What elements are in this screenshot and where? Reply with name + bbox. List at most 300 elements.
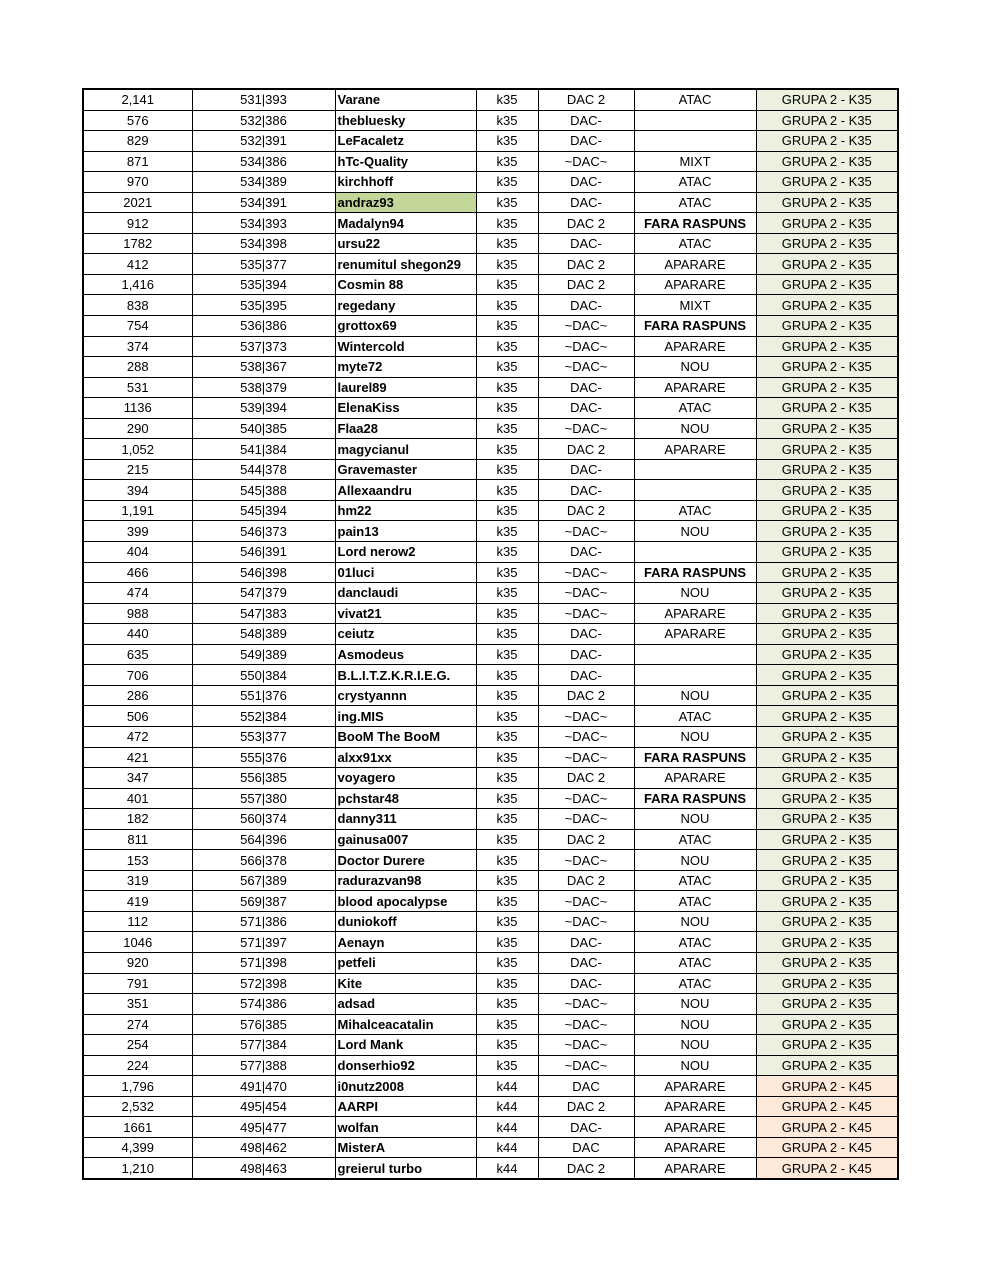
table-row (83, 377, 898, 398)
points-cell: 1,210 (83, 1158, 192, 1179)
status-cell: FARA RASPUNS (634, 788, 756, 809)
group-cell: GRUPA 2 - K35 (756, 459, 898, 480)
player-table (82, 88, 899, 1180)
dac-cell: DAC 2 (538, 274, 634, 295)
table-row (83, 768, 898, 789)
table-row (83, 336, 898, 357)
world-cell: k35 (476, 418, 538, 439)
status-cell: NOU (634, 1055, 756, 1076)
status-cell: APARARE (634, 1076, 756, 1097)
table-row (83, 274, 898, 295)
table-body (83, 89, 898, 1179)
status-cell: NOU (634, 685, 756, 706)
points-cell: 1,796 (83, 1076, 192, 1097)
status-cell: NOU (634, 850, 756, 871)
coords-cell: 544|378 (192, 459, 335, 480)
dac-cell: DAC- (538, 624, 634, 645)
points-cell: 1,052 (83, 439, 192, 460)
table-row (83, 480, 898, 501)
group-cell: GRUPA 2 - K35 (756, 131, 898, 152)
table-row (83, 110, 898, 131)
coords-cell: 541|384 (192, 439, 335, 460)
player-name-cell: Doctor Durere (335, 850, 476, 871)
group-cell: GRUPA 2 - K35 (756, 192, 898, 213)
player-name-cell: Lord Mank (335, 1035, 476, 1056)
points-cell: 2021 (83, 192, 192, 213)
world-cell: k35 (476, 665, 538, 686)
group-cell: GRUPA 2 - K35 (756, 233, 898, 254)
group-cell: GRUPA 2 - K35 (756, 110, 898, 131)
points-cell: 351 (83, 994, 192, 1015)
coords-cell: 577|388 (192, 1055, 335, 1076)
group-cell: GRUPA 2 - K35 (756, 439, 898, 460)
points-cell: 2,532 (83, 1096, 192, 1117)
status-cell: ATAC (634, 233, 756, 254)
points-cell: 988 (83, 603, 192, 624)
points-cell: 706 (83, 665, 192, 686)
dac-cell: DAC- (538, 172, 634, 193)
group-cell: GRUPA 2 - K35 (756, 870, 898, 891)
status-cell: APARARE (634, 254, 756, 275)
coords-cell: 553|377 (192, 726, 335, 747)
dac-cell: ~DAC~ (538, 788, 634, 809)
points-cell: 412 (83, 254, 192, 275)
coords-cell: 546|373 (192, 521, 335, 542)
status-cell: NOU (634, 726, 756, 747)
points-cell: 274 (83, 1014, 192, 1035)
status-cell: ATAC (634, 891, 756, 912)
status-cell: APARARE (634, 274, 756, 295)
status-cell: MIXT (634, 151, 756, 172)
coords-cell: 534|389 (192, 172, 335, 193)
world-cell: k35 (476, 1014, 538, 1035)
points-cell: 182 (83, 809, 192, 830)
group-cell: GRUPA 2 - K35 (756, 295, 898, 316)
player-name-cell: gainusa007 (335, 829, 476, 850)
player-name-cell: myte72 (335, 357, 476, 378)
coords-cell: 576|385 (192, 1014, 335, 1035)
player-name-cell: grottox69 (335, 316, 476, 337)
status-cell: NOU (634, 1014, 756, 1035)
points-cell: 4,399 (83, 1137, 192, 1158)
world-cell: k35 (476, 726, 538, 747)
table-row (83, 911, 898, 932)
dac-cell: DAC 2 (538, 213, 634, 234)
table-row (83, 418, 898, 439)
player-name-cell: crystyannn (335, 685, 476, 706)
dac-cell: ~DAC~ (538, 521, 634, 542)
status-cell: APARARE (634, 1158, 756, 1179)
player-name-cell: pchstar48 (335, 788, 476, 809)
coords-cell: 546|398 (192, 562, 335, 583)
player-name-cell: hTc-Quality (335, 151, 476, 172)
table-row (83, 1055, 898, 1076)
status-cell: ATAC (634, 952, 756, 973)
coords-cell: 535|377 (192, 254, 335, 275)
points-cell: 401 (83, 788, 192, 809)
status-cell (634, 665, 756, 686)
player-name-cell: duniokoff (335, 911, 476, 932)
status-cell: ATAC (634, 192, 756, 213)
coords-cell: 557|380 (192, 788, 335, 809)
world-cell: k35 (476, 480, 538, 501)
player-name-cell: Lord nerow2 (335, 542, 476, 563)
dac-cell: ~DAC~ (538, 316, 634, 337)
coords-cell: 495|477 (192, 1117, 335, 1138)
world-cell: k44 (476, 1158, 538, 1179)
coords-cell: 538|367 (192, 357, 335, 378)
table-row (83, 1014, 898, 1035)
status-cell: ATAC (634, 706, 756, 727)
dac-cell: ~DAC~ (538, 151, 634, 172)
coords-cell: 566|378 (192, 850, 335, 871)
coords-cell: 538|379 (192, 377, 335, 398)
status-cell: APARARE (634, 603, 756, 624)
table-row (83, 726, 898, 747)
player-name-cell: Kite (335, 973, 476, 994)
dac-cell: DAC- (538, 295, 634, 316)
player-name-cell: danclaudi (335, 583, 476, 604)
player-name-cell: blood apocalypse (335, 891, 476, 912)
points-cell: 440 (83, 624, 192, 645)
group-cell: GRUPA 2 - K35 (756, 151, 898, 172)
world-cell: k35 (476, 768, 538, 789)
group-cell: GRUPA 2 - K35 (756, 542, 898, 563)
group-cell: GRUPA 2 - K35 (756, 418, 898, 439)
table-row (83, 213, 898, 234)
player-name-cell: ElenaKiss (335, 398, 476, 419)
dac-cell: ~DAC~ (538, 747, 634, 768)
player-name-cell: MisterA (335, 1137, 476, 1158)
status-cell: NOU (634, 994, 756, 1015)
points-cell: 254 (83, 1035, 192, 1056)
table-row (83, 624, 898, 645)
status-cell (634, 459, 756, 480)
points-cell: 576 (83, 110, 192, 131)
dac-cell: DAC 2 (538, 89, 634, 110)
points-cell: 319 (83, 870, 192, 891)
group-cell: GRUPA 2 - K35 (756, 994, 898, 1015)
group-cell: GRUPA 2 - K35 (756, 357, 898, 378)
world-cell: k35 (476, 336, 538, 357)
player-name-cell: AARPI (335, 1096, 476, 1117)
table-row (83, 809, 898, 830)
table-row (83, 850, 898, 871)
points-cell: 506 (83, 706, 192, 727)
table-row (83, 562, 898, 583)
points-cell: 2,141 (83, 89, 192, 110)
group-cell: GRUPA 2 - K35 (756, 254, 898, 275)
table-row (83, 952, 898, 973)
world-cell: k35 (476, 624, 538, 645)
coords-cell: 534|393 (192, 213, 335, 234)
points-cell: 1046 (83, 932, 192, 953)
points-cell: 912 (83, 213, 192, 234)
table-row (83, 295, 898, 316)
status-cell: ATAC (634, 172, 756, 193)
world-cell: k35 (476, 1035, 538, 1056)
player-name-cell: LeFacaletz (335, 131, 476, 152)
dac-cell: DAC (538, 1076, 634, 1097)
table-row (83, 233, 898, 254)
dac-cell: ~DAC~ (538, 911, 634, 932)
group-cell: GRUPA 2 - K35 (756, 788, 898, 809)
world-cell: k35 (476, 829, 538, 850)
world-cell: k35 (476, 747, 538, 768)
dac-cell: DAC 2 (538, 254, 634, 275)
player-name-cell: Wintercold (335, 336, 476, 357)
coords-cell: 540|385 (192, 418, 335, 439)
status-cell: MIXT (634, 295, 756, 316)
player-name-cell: petfeli (335, 952, 476, 973)
dac-cell: ~DAC~ (538, 603, 634, 624)
group-cell: GRUPA 2 - K35 (756, 521, 898, 542)
table-row (83, 994, 898, 1015)
world-cell: k35 (476, 131, 538, 152)
table-row (83, 357, 898, 378)
dac-cell: DAC- (538, 1117, 634, 1138)
table-row (83, 1158, 898, 1179)
group-cell: GRUPA 2 - K35 (756, 316, 898, 337)
status-cell (634, 480, 756, 501)
player-name-cell: thebluesky (335, 110, 476, 131)
dac-cell: DAC- (538, 192, 634, 213)
dac-cell: DAC 2 (538, 870, 634, 891)
points-cell: 286 (83, 685, 192, 706)
dac-cell: DAC- (538, 952, 634, 973)
coords-cell: 547|383 (192, 603, 335, 624)
status-cell: FARA RASPUNS (634, 747, 756, 768)
points-cell: 399 (83, 521, 192, 542)
table-row (83, 316, 898, 337)
table-row (83, 254, 898, 275)
group-cell: GRUPA 2 - K35 (756, 644, 898, 665)
world-cell: k35 (476, 459, 538, 480)
player-name-cell: Mihalceacatalin (335, 1014, 476, 1035)
world-cell: k35 (476, 706, 538, 727)
dac-cell: DAC 2 (538, 439, 634, 460)
player-name-cell: regedany (335, 295, 476, 316)
world-cell: k35 (476, 439, 538, 460)
group-cell: GRUPA 2 - K45 (756, 1117, 898, 1138)
group-cell: GRUPA 2 - K35 (756, 1014, 898, 1035)
points-cell: 1782 (83, 233, 192, 254)
dac-cell: DAC- (538, 398, 634, 419)
group-cell: GRUPA 2 - K35 (756, 973, 898, 994)
player-name-cell: magycianul (335, 439, 476, 460)
world-cell: k35 (476, 521, 538, 542)
group-cell: GRUPA 2 - K45 (756, 1137, 898, 1158)
points-cell: 754 (83, 316, 192, 337)
player-name-cell: Varane (335, 89, 476, 110)
world-cell: k35 (476, 994, 538, 1015)
world-cell: k35 (476, 500, 538, 521)
coords-cell: 571|386 (192, 911, 335, 932)
group-cell: GRUPA 2 - K35 (756, 829, 898, 850)
player-name-cell: Asmodeus (335, 644, 476, 665)
status-cell: FARA RASPUNS (634, 213, 756, 234)
coords-cell: 550|384 (192, 665, 335, 686)
player-name-cell: ursu22 (335, 233, 476, 254)
coords-cell: 495|454 (192, 1096, 335, 1117)
table-row (83, 439, 898, 460)
dac-cell: ~DAC~ (538, 1014, 634, 1035)
world-cell: k35 (476, 542, 538, 563)
points-cell: 419 (83, 891, 192, 912)
world-cell: k44 (476, 1117, 538, 1138)
player-name-cell: Flaa28 (335, 418, 476, 439)
dac-cell: DAC (538, 1137, 634, 1158)
status-cell: ATAC (634, 500, 756, 521)
group-cell: GRUPA 2 - K35 (756, 1055, 898, 1076)
world-cell: k44 (476, 1137, 538, 1158)
status-cell: NOU (634, 1035, 756, 1056)
coords-cell: 556|385 (192, 768, 335, 789)
player-name-cell: Allexaandru (335, 480, 476, 501)
status-cell: APARARE (634, 768, 756, 789)
coords-cell: 535|394 (192, 274, 335, 295)
points-cell: 1,191 (83, 500, 192, 521)
points-cell: 472 (83, 726, 192, 747)
world-cell: k35 (476, 357, 538, 378)
table-row (83, 747, 898, 768)
points-cell: 421 (83, 747, 192, 768)
group-cell: GRUPA 2 - K35 (756, 911, 898, 932)
group-cell: GRUPA 2 - K35 (756, 665, 898, 686)
world-cell: k44 (476, 1096, 538, 1117)
points-cell: 404 (83, 542, 192, 563)
coords-cell: 571|398 (192, 952, 335, 973)
coords-cell: 536|386 (192, 316, 335, 337)
player-name-cell: pain13 (335, 521, 476, 542)
status-cell: APARARE (634, 439, 756, 460)
table-row (83, 500, 898, 521)
status-cell: APARARE (634, 336, 756, 357)
coords-cell: 569|387 (192, 891, 335, 912)
coords-cell: 546|391 (192, 542, 335, 563)
table-row (83, 151, 898, 172)
group-cell: GRUPA 2 - K35 (756, 603, 898, 624)
table-row (83, 973, 898, 994)
group-cell: GRUPA 2 - K35 (756, 583, 898, 604)
world-cell: k35 (476, 1055, 538, 1076)
player-name-cell: voyagero (335, 768, 476, 789)
status-cell: NOU (634, 911, 756, 932)
group-cell: GRUPA 2 - K35 (756, 480, 898, 501)
status-cell: APARARE (634, 1117, 756, 1138)
table-row (83, 172, 898, 193)
group-cell: GRUPA 2 - K35 (756, 500, 898, 521)
world-cell: k35 (476, 973, 538, 994)
table-row (83, 583, 898, 604)
group-cell: GRUPA 2 - K35 (756, 398, 898, 419)
group-cell: GRUPA 2 - K35 (756, 932, 898, 953)
status-cell: ATAC (634, 89, 756, 110)
points-cell: 871 (83, 151, 192, 172)
dac-cell: ~DAC~ (538, 562, 634, 583)
group-cell: GRUPA 2 - K35 (756, 891, 898, 912)
world-cell: k35 (476, 850, 538, 871)
points-cell: 1,416 (83, 274, 192, 295)
points-cell: 829 (83, 131, 192, 152)
dac-cell: ~DAC~ (538, 336, 634, 357)
points-cell: 290 (83, 418, 192, 439)
group-cell: GRUPA 2 - K45 (756, 1158, 898, 1179)
group-cell: GRUPA 2 - K35 (756, 809, 898, 830)
group-cell: GRUPA 2 - K35 (756, 562, 898, 583)
table-row (83, 1076, 898, 1097)
points-cell: 970 (83, 172, 192, 193)
coords-cell: 560|374 (192, 809, 335, 830)
points-cell: 1661 (83, 1117, 192, 1138)
table-row (83, 788, 898, 809)
status-cell: APARARE (634, 624, 756, 645)
status-cell: APARARE (634, 1096, 756, 1117)
coords-cell: 549|389 (192, 644, 335, 665)
group-cell: GRUPA 2 - K35 (756, 685, 898, 706)
coords-cell: 548|389 (192, 624, 335, 645)
world-cell: k35 (476, 583, 538, 604)
table-row (83, 1035, 898, 1056)
points-cell: 347 (83, 768, 192, 789)
player-name-cell: wolfan (335, 1117, 476, 1138)
coords-cell: 555|376 (192, 747, 335, 768)
dac-cell: DAC 2 (538, 829, 634, 850)
dac-cell: DAC- (538, 377, 634, 398)
player-name-cell: radurazvan98 (335, 870, 476, 891)
dac-cell: DAC- (538, 932, 634, 953)
dac-cell: DAC- (538, 644, 634, 665)
status-cell: NOU (634, 809, 756, 830)
world-cell: k35 (476, 274, 538, 295)
group-cell: GRUPA 2 - K35 (756, 336, 898, 357)
points-cell: 531 (83, 377, 192, 398)
group-cell: GRUPA 2 - K35 (756, 89, 898, 110)
dac-cell: DAC- (538, 131, 634, 152)
world-cell: k35 (476, 932, 538, 953)
player-name-cell: Gravemaster (335, 459, 476, 480)
coords-cell: 572|398 (192, 973, 335, 994)
world-cell: k35 (476, 911, 538, 932)
world-cell: k35 (476, 952, 538, 973)
dac-cell: DAC- (538, 665, 634, 686)
player-name-cell: ing.MIS (335, 706, 476, 727)
group-cell: GRUPA 2 - K35 (756, 952, 898, 973)
coords-cell: 574|386 (192, 994, 335, 1015)
coords-cell: 545|394 (192, 500, 335, 521)
table-row (83, 706, 898, 727)
table-row (83, 665, 898, 686)
dac-cell: DAC- (538, 973, 634, 994)
world-cell: k35 (476, 891, 538, 912)
table-row (83, 829, 898, 850)
status-cell: ATAC (634, 973, 756, 994)
coords-cell: 552|384 (192, 706, 335, 727)
group-cell: GRUPA 2 - K35 (756, 624, 898, 645)
coords-cell: 491|470 (192, 1076, 335, 1097)
points-cell: 394 (83, 480, 192, 501)
dac-cell: ~DAC~ (538, 809, 634, 830)
world-cell: k35 (476, 110, 538, 131)
group-cell: GRUPA 2 - K35 (756, 274, 898, 295)
group-cell: GRUPA 2 - K35 (756, 172, 898, 193)
world-cell: k35 (476, 644, 538, 665)
dac-cell: ~DAC~ (538, 1055, 634, 1076)
status-cell: APARARE (634, 1137, 756, 1158)
table-row (83, 1117, 898, 1138)
coords-cell: 539|394 (192, 398, 335, 419)
status-cell: ATAC (634, 932, 756, 953)
